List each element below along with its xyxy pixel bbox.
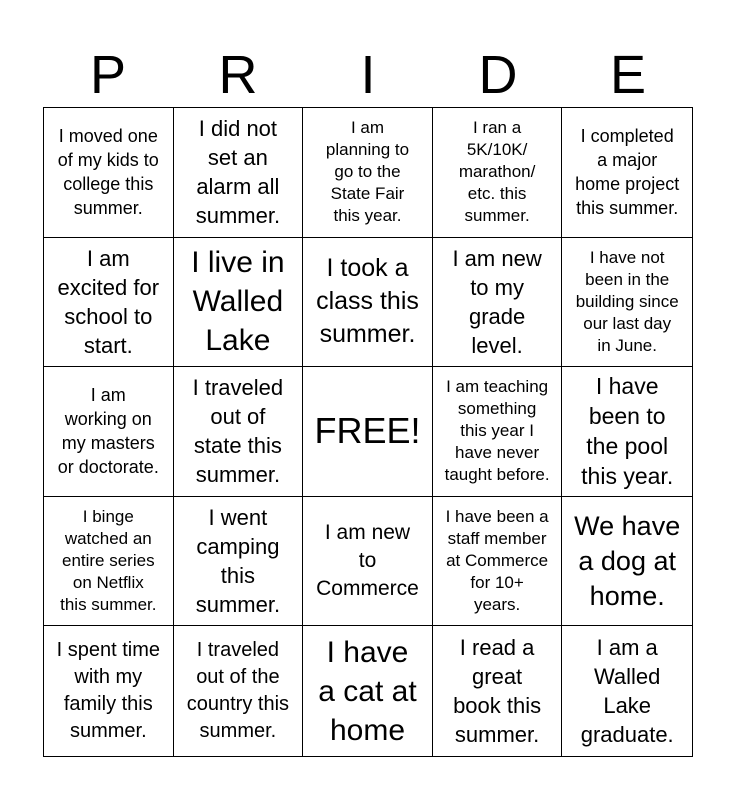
bingo-square-text: I have a cat at home	[318, 635, 417, 747]
bingo-square[interactable]	[433, 238, 563, 368]
header-letter-e: E	[609, 45, 647, 105]
bingo-square[interactable]	[174, 238, 304, 368]
bingo-square[interactable]	[562, 367, 692, 497]
bingo-square[interactable]	[433, 497, 563, 627]
bingo-square-text: I have been to the pool this year.	[581, 373, 674, 490]
bingo-square-text: I moved one of my kids to college this summer.	[57, 126, 159, 219]
bingo-square-text: I binge watched an entire series on Netflix this summer.	[60, 507, 157, 615]
bingo-square[interactable]	[562, 108, 692, 238]
bingo-square[interactable]	[44, 238, 174, 368]
bingo-square[interactable]	[303, 497, 433, 627]
bingo-square-text: I am teaching something this year I have never taught before.	[444, 377, 550, 485]
bingo-square[interactable]	[174, 367, 304, 497]
bingo-square[interactable]	[44, 367, 174, 497]
bingo-square[interactable]	[433, 108, 563, 238]
bingo-square[interactable]	[174, 108, 304, 238]
bingo-square-text: I spent time with my family this summer.	[56, 639, 160, 743]
header-letter-d: D	[478, 45, 518, 105]
bingo-square-text: I am planning to go to the State Fair this year.	[325, 118, 410, 226]
bingo-square[interactable]	[44, 108, 174, 238]
bingo-square-text: I traveled out of the country this summer.	[186, 639, 290, 743]
bingo-square-text: I have been a staff member at Commerce for 10+ years.	[445, 507, 549, 615]
bingo-square-text: I am new to Commerce	[316, 521, 419, 601]
free-space-square[interactable]	[303, 367, 433, 497]
bingo-square[interactable]	[303, 108, 433, 238]
bingo-square[interactable]	[303, 626, 433, 756]
bingo-square-text: I went camping this summer.	[195, 505, 281, 618]
header-letter-p: P	[89, 45, 127, 105]
bingo-square[interactable]	[562, 626, 692, 756]
free-space-label: FREE!	[314, 410, 421, 452]
bingo-square-text: I am new to my grade level.	[452, 245, 542, 358]
bingo-header	[43, 44, 693, 106]
bingo-square[interactable]	[174, 497, 304, 627]
bingo-square[interactable]	[562, 238, 692, 368]
header-letter-i: I	[360, 45, 376, 105]
bingo-square-text: I took a class this summer.	[316, 254, 419, 349]
bingo-square[interactable]	[303, 238, 433, 368]
bingo-square-text: I am working on my masters or doctorate.	[57, 385, 159, 478]
bingo-square[interactable]	[433, 626, 563, 756]
bingo-square[interactable]	[44, 497, 174, 627]
header-letter-r: R	[218, 45, 258, 105]
bingo-square-text: I am excited for school to start.	[57, 245, 160, 358]
bingo-square-text: I traveled out of state this summer.	[192, 375, 284, 488]
bingo-square[interactable]	[562, 497, 692, 627]
bingo-square-text: I am a Walled Lake graduate.	[580, 635, 674, 748]
bingo-square-text: We have a dog at home.	[574, 510, 681, 611]
bingo-square-text: I completed a major home project this summer.	[575, 126, 680, 219]
bingo-square-text: I live in Walled Lake	[191, 246, 285, 358]
bingo-square[interactable]	[44, 626, 174, 756]
bingo-board	[43, 107, 693, 757]
bingo-square-text: I did not set an alarm all summer.	[195, 116, 281, 229]
bingo-square[interactable]	[174, 626, 304, 756]
bingo-square-text: I have not been in the building since our last day in June.	[575, 247, 679, 355]
bingo-square-text: I ran a 5K/10K/ marathon/ etc. this summer.	[458, 118, 536, 226]
bingo-square[interactable]	[433, 367, 563, 497]
bingo-square-text: I read a great book this summer.	[453, 635, 542, 748]
